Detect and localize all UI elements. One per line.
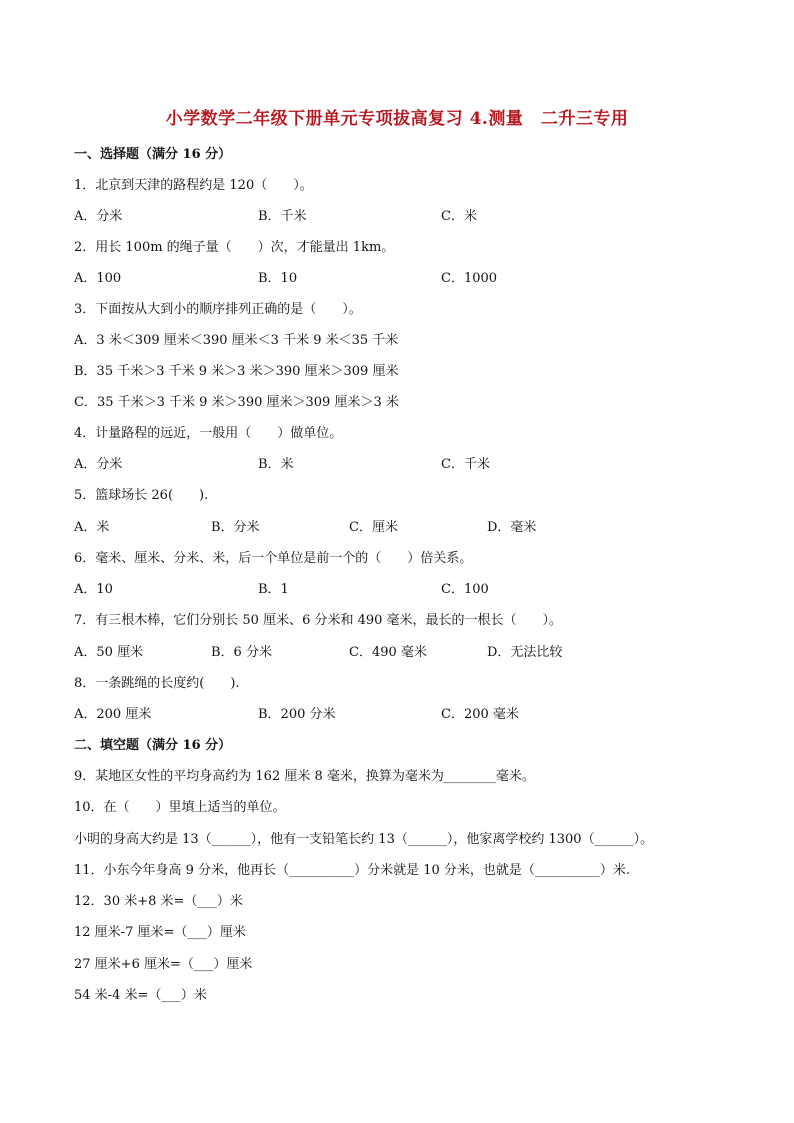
q3-option-b: B．35 千米＞3 千米 9 米＞3 米＞390 厘米＞309 厘米 xyxy=(74,364,399,379)
q4-option-a: A．分米 xyxy=(74,457,123,472)
section-heading-choice: 一、选择题（满分 16 分） xyxy=(74,147,232,162)
q1-option-b: B．千米 xyxy=(258,209,307,224)
question-9: 9．某地区女性的平均身高约为 162 厘米 8 毫米，换算为毫米为________毫米。 xyxy=(74,769,535,784)
question-10-blanks: 小明的身高大约是 13（______），他有一支铅笔长约 13（______），他家离学校约 1300（______）。 xyxy=(74,832,654,847)
q5-option-b: B．分米 xyxy=(211,520,260,535)
q5-option-a: A．米 xyxy=(74,520,110,535)
q7-option-d: D．无法比较 xyxy=(487,645,563,660)
question-7: 7．有三根木棒，它们分别长 50 厘米、6 分米和 490 毫米，最长的一根长（ ）。 xyxy=(74,613,563,628)
q6-option-b: B．1 xyxy=(258,582,289,597)
q4-option-c: C．千米 xyxy=(441,457,490,472)
question-4: 4．计量路程的远近，一般用（ ）做单位。 xyxy=(74,426,343,441)
q3-option-c: C．35 千米＞3 千米 9 米＞390 厘米＞309 厘米＞3 米 xyxy=(74,395,399,410)
q3-option-a: A．3 米＜309 厘米＜390 厘米＜3 千米 9 米＜35 千米 xyxy=(74,333,399,348)
q2-option-c: C．1000 xyxy=(441,271,498,286)
q4-option-b: B．米 xyxy=(258,457,294,472)
section-heading-fill: 二、填空题（满分 16 分） xyxy=(74,738,232,753)
question-6: 6．毫米、厘米、分米、米，后一个单位是前一个的（ ）倍关系。 xyxy=(74,551,473,566)
question-12-line-1: 12．30 米+8 米=（___）米 xyxy=(74,894,243,909)
q6-option-c: C．100 xyxy=(441,582,489,597)
question-11: 11．小东今年身高 9 分米，他再长（__________）分米就是 10 分米，也就是（__________）米. xyxy=(74,863,631,878)
q2-option-a: A．100 xyxy=(74,271,122,286)
question-8: 8．一条跳绳的长度约( ). xyxy=(74,676,240,691)
question-1: 1．北京到天津的路程约是 120（ ）。 xyxy=(74,178,313,193)
q5-option-d: D．毫米 xyxy=(487,520,537,535)
q2-option-b: B．10 xyxy=(258,271,298,286)
page-title: 小学数学二年级下册单元专项拔高复习 4.测量 二升三专用 xyxy=(165,109,629,129)
q5-option-c: C．厘米 xyxy=(349,520,398,535)
question-5: 5．篮球场长 26( ). xyxy=(74,488,209,503)
q8-option-b: B．200 分米 xyxy=(258,707,336,722)
q7-option-a: A．50 厘米 xyxy=(74,645,144,660)
q7-option-c: C．490 毫米 xyxy=(349,645,427,660)
q1-option-c: C．米 xyxy=(441,209,477,224)
question-12-line-4: 54 米-4 米=（___）米 xyxy=(74,988,207,1003)
question-12-line-2: 12 厘米-7 厘米=（___）厘米 xyxy=(74,925,246,940)
question-12-line-3: 27 厘米+6 厘米=（___）厘米 xyxy=(74,957,253,972)
question-10: 10．在（ ）里填上适当的单位。 xyxy=(74,800,286,815)
q7-option-b: B．6 分米 xyxy=(211,645,272,660)
question-2: 2．用长 100m 的绳子量（ ）次，才能量出 1km。 xyxy=(74,240,395,255)
q6-option-a: A．10 xyxy=(74,582,113,597)
q1-option-a: A．分米 xyxy=(74,209,123,224)
question-3: 3．下面按从大到小的顺序排列正确的是（ ）。 xyxy=(74,302,362,317)
q8-option-c: C．200 毫米 xyxy=(441,707,519,722)
q8-option-a: A．200 厘米 xyxy=(74,707,152,722)
